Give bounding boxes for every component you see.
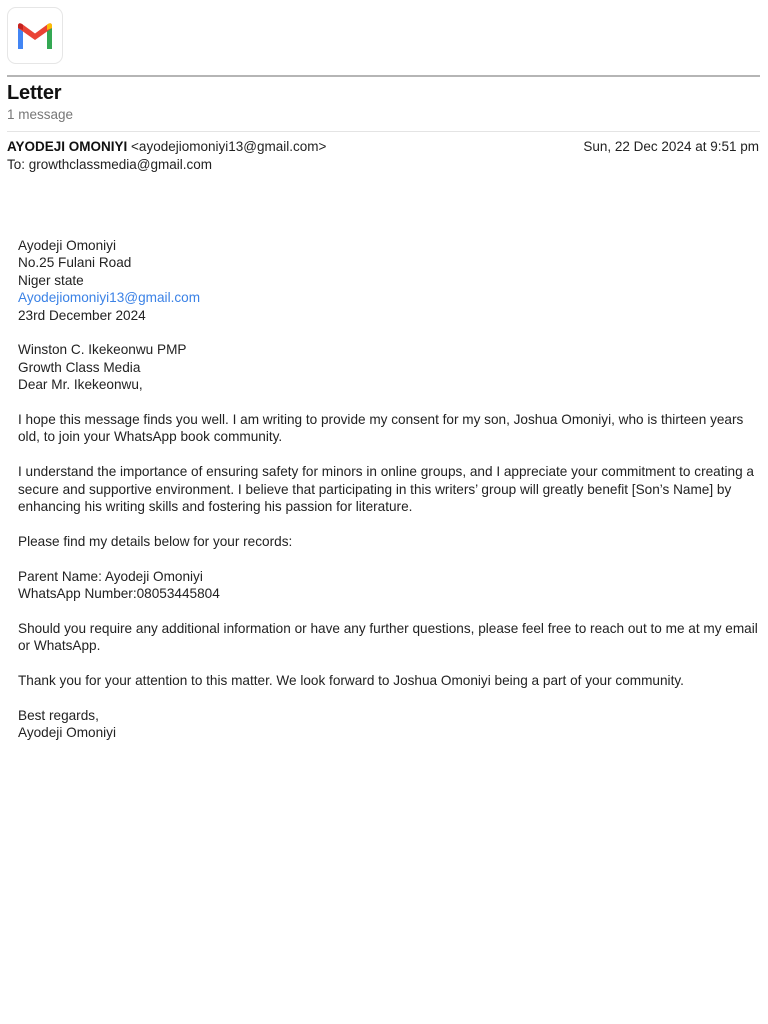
- letter-date: 23rd December 2024: [18, 307, 146, 323]
- message-count: 1 message: [7, 107, 74, 122]
- sender-email-link[interactable]: Ayodejiomoniyi13@gmail.com: [18, 290, 201, 306]
- paragraph-safety: I understand the importance of ensuring safety for minors in online groups, and I appreciate your commitment to creating a secure and supportive environment. I believe that participating in this writers’ group will greatly benefit [Son’s Name] by enhancing his writing skills and fostering his passion for literature.: [18, 464, 754, 515]
- message-divider: [7, 131, 760, 132]
- recipient-name: Winston C. Ikekeonwu PMP: [18, 342, 187, 358]
- message-to: To: growthclassmedia@gmail.com: [7, 157, 213, 172]
- sender-address-line-1: No.25 Fulani Road: [18, 255, 132, 271]
- signoff: Best regards,: [18, 707, 99, 723]
- recipient-org: Growth Class Media: [18, 359, 141, 375]
- gmail-logo: [7, 7, 63, 64]
- signature-block: [18, 707, 758, 742]
- whatsapp-number: WhatsApp Number:08053445804: [18, 586, 220, 602]
- message-body: [18, 237, 758, 742]
- sender-name: AYODEJI OMONIYI: [7, 139, 128, 154]
- paragraph-consent: I hope this message finds you well. I am writing to provide my consent for my son, Joshua Omoniyi, who is thirteen years old, to join your WhatsApp book community.: [18, 412, 744, 445]
- message-date: Sun, 22 Dec 2024 at 9:51 pm: [583, 139, 759, 154]
- sender-address-line-2: Niger state: [18, 272, 84, 288]
- gmail-icon: [15, 21, 55, 51]
- signature: Ayodeji Omoniyi: [18, 725, 116, 741]
- header-divider: [7, 75, 760, 77]
- thread-subject: Letter: [7, 82, 62, 104]
- sender-address-block: [18, 237, 758, 324]
- message-from: [7, 139, 326, 154]
- paragraph-details-intro: Please find my details below for your records:: [18, 533, 293, 549]
- sender-name-line: Ayodeji Omoniyi: [18, 238, 116, 253]
- salutation: Dear Mr. Ikekeonwu,: [18, 377, 143, 393]
- recipient-block: [18, 341, 758, 393]
- sender-email: <ayodejiomoniyi13@gmail.com>: [131, 139, 327, 154]
- paragraph-contact: Should you require any additional information or have any further questions, please feel free to reach out to me at my email or WhatsApp.: [18, 620, 758, 654]
- details-block: [18, 568, 758, 603]
- parent-name: Parent Name: Ayodeji Omoniyi: [18, 568, 203, 584]
- paragraph-thanks: Thank you for your attention to this matter. We look forward to Joshua Omoniyi being a part of your community.: [18, 673, 684, 689]
